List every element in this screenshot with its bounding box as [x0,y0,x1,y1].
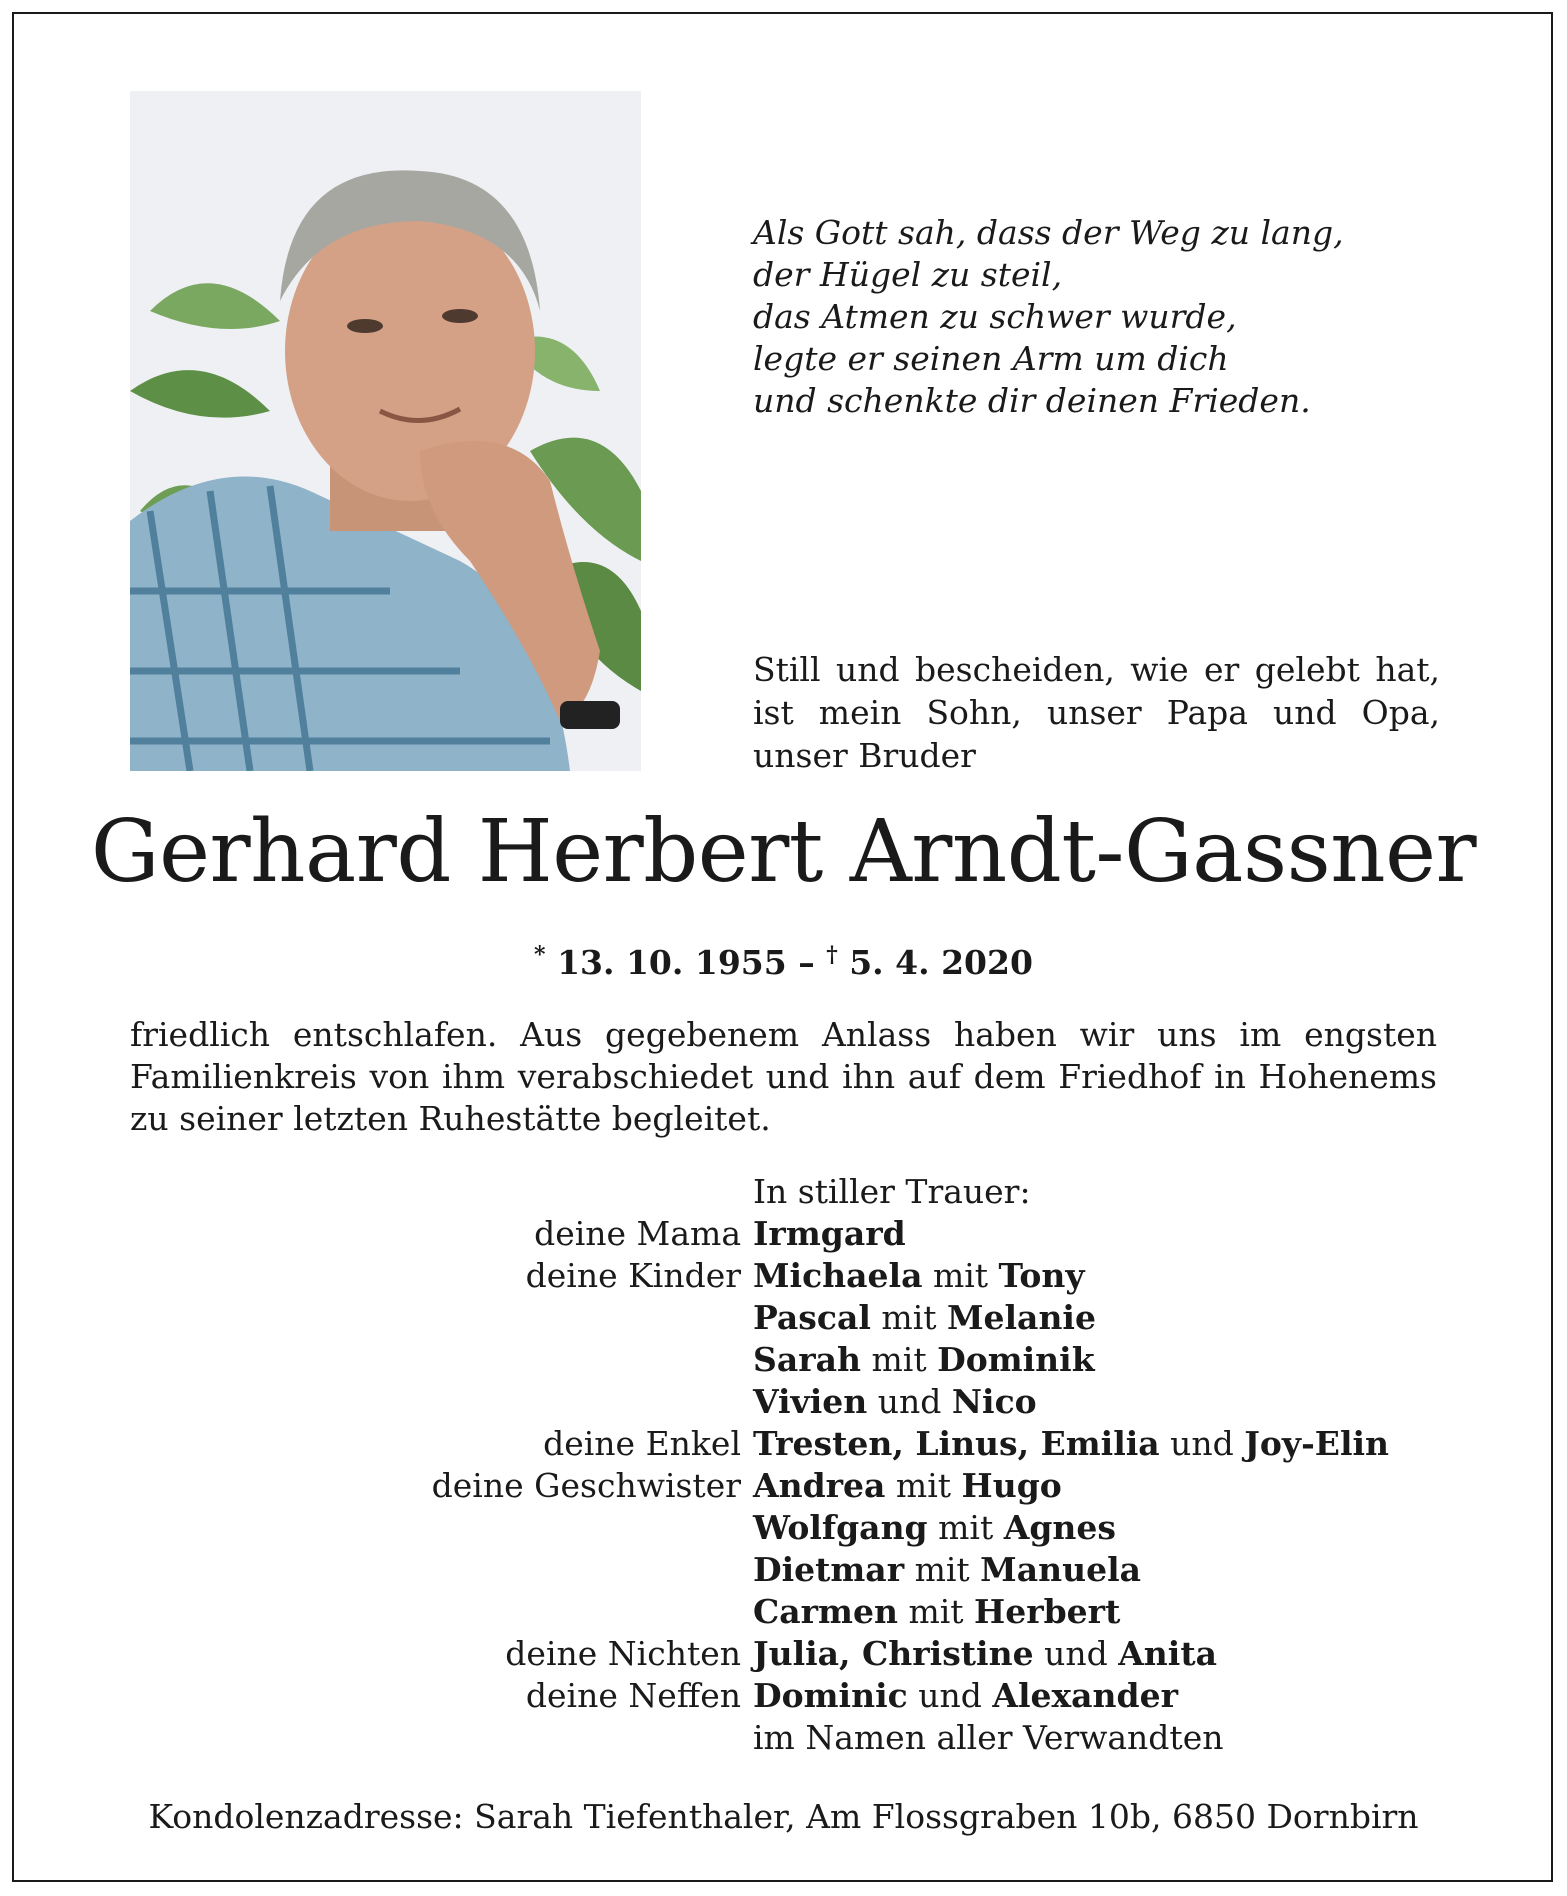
mourner-names [753,1633,1217,1675]
mourners-list [130,1171,1437,1759]
mourner-row [130,1465,1437,1507]
mourner-row [130,1717,1437,1759]
mourner-names [753,1381,1037,1423]
mourner-names [753,1591,1120,1633]
mourner-names [753,1423,1389,1465]
birth-date: 13. 10. 1955 [557,943,787,982]
mourner-name: Carmen [753,1592,898,1631]
mourner-name: Andrea [753,1466,886,1505]
life-dates [0,942,1567,982]
relation-label: deine Mama [534,1214,741,1253]
mourner-row [130,1297,1437,1339]
date-separator: – [786,943,827,982]
mourner-names [753,1297,1096,1339]
relation-label: deine Enkel [543,1424,741,1463]
poem-line: der Hügel zu steil, [753,255,1063,294]
mourner-name: Tony [998,1256,1085,1295]
intro-line: ist mein Sohn, unser Papa und Opa, [753,693,1440,732]
mourner-name: Hugo [961,1466,1062,1505]
mourner-name: Joy-Elin [1244,1424,1390,1463]
mourner-name: Irmgard [753,1214,906,1253]
mourner-name: Dietmar [753,1550,905,1589]
relation-label [130,1297,753,1339]
poem-line: Als Gott sah, dass der Weg zu lang, [753,213,1344,252]
mourner-names [753,1717,1223,1759]
mourner-names [753,1255,1085,1297]
relation-label [130,1717,753,1759]
mourner-name: Sarah [753,1340,861,1379]
body-line: zu seiner letzten Ruhestätte begleitet. [130,1099,771,1138]
mourner-name: Nico [951,1382,1037,1421]
connector-text: mit [897,1592,975,1631]
connector-text: mit [904,1550,981,1589]
mourner-row [130,1507,1437,1549]
mourner-row [130,1339,1437,1381]
mourner-names [753,1549,1141,1591]
connector-text: mit [860,1340,938,1379]
connector-text: und [1159,1424,1245,1463]
death-date: 5. 4. 2020 [849,943,1033,982]
connector-text: mit [927,1508,1004,1547]
mourner-row [130,1213,1437,1255]
connector-text: mit [922,1256,999,1295]
mourner-name: Manuela [980,1550,1141,1589]
mourner-names [753,1507,1116,1549]
relation-label [130,1381,753,1423]
portrait-photo [130,91,641,771]
poem-line: und schenkte dir deinen Frieden. [753,381,1311,420]
mourner-name: Anita [1118,1634,1217,1673]
relatives-list [130,1213,1437,1759]
birth-symbol: * [534,942,546,968]
condolence-address: Kondolenzadresse: Sarah Tiefenthaler, Am Flossgraben 10b, 6850 Dornbirn [148,1797,1419,1836]
mourner-row [130,1255,1437,1297]
death-symbol: † [826,942,838,968]
relation-label: deine Neffen [525,1676,741,1715]
mourning-header-row [130,1171,1437,1213]
relation-label [130,1549,753,1591]
mourner-name: Tresten, Linus, Emilia [753,1424,1160,1463]
mourner-name: Dominik [937,1340,1095,1379]
mourning-header: In stiller Trauer: [753,1172,1031,1211]
relation-label [130,1507,753,1549]
intro-line: Still und bescheiden, wie er gelebt hat, [753,650,1440,689]
relation-label [130,1339,753,1381]
mourner-names [753,1675,1178,1717]
mourner-name: Pascal [753,1298,871,1337]
connector-text: und [1033,1634,1119,1673]
mourner-name: Wolfgang [753,1508,928,1547]
mourner-name: Julia, Christine [753,1634,1034,1673]
mourner-names [753,1213,906,1255]
mourner-row [130,1381,1437,1423]
relation-label: deine Geschwister [431,1466,741,1505]
relation-label [130,1591,753,1633]
deceased-name: Gerhard Herbert Arndt-Gassner [90,802,1477,902]
body-line: friedlich entschlafen. Aus gegebenem Anlass haben wir uns im engsten [130,1015,1437,1054]
mourner-name: Vivien [753,1382,868,1421]
mourner-name: Melanie [947,1298,1096,1337]
mourner-name: Alexander [992,1676,1178,1715]
poem-line: legte er seinen Arm um dich [753,339,1229,378]
intro-line: unser Bruder [753,736,976,775]
relation-label: deine Kinder [525,1256,741,1295]
mourner-row [130,1675,1437,1717]
poem-line: das Atmen zu schwer wurde, [753,297,1237,336]
relation-label: deine Nichten [505,1634,741,1673]
connector-text: mit [870,1298,947,1337]
connector-text: mit [885,1466,962,1505]
mourner-row [130,1549,1437,1591]
mourner-row [130,1633,1437,1675]
connector-text: und [867,1382,952,1421]
connector-text: und [907,1676,993,1715]
poem [753,212,1393,422]
mourner-name: Agnes [1003,1508,1116,1547]
mourner-names [753,1465,1062,1507]
mourner-names [753,1339,1095,1381]
connector-text: im Namen aller Verwandten [753,1718,1224,1757]
mourner-row [130,1423,1437,1465]
body-line: Familienkreis von ihm verabschiedet und ihn auf dem Friedhof in Hohenems [130,1057,1437,1096]
mourner-name: Dominic [753,1676,908,1715]
intro-text [753,648,1440,777]
mourner-name: Michaela [753,1256,923,1295]
mourner-row [130,1591,1437,1633]
mourner-name: Herbert [974,1592,1121,1631]
announcement-text [130,1014,1437,1140]
